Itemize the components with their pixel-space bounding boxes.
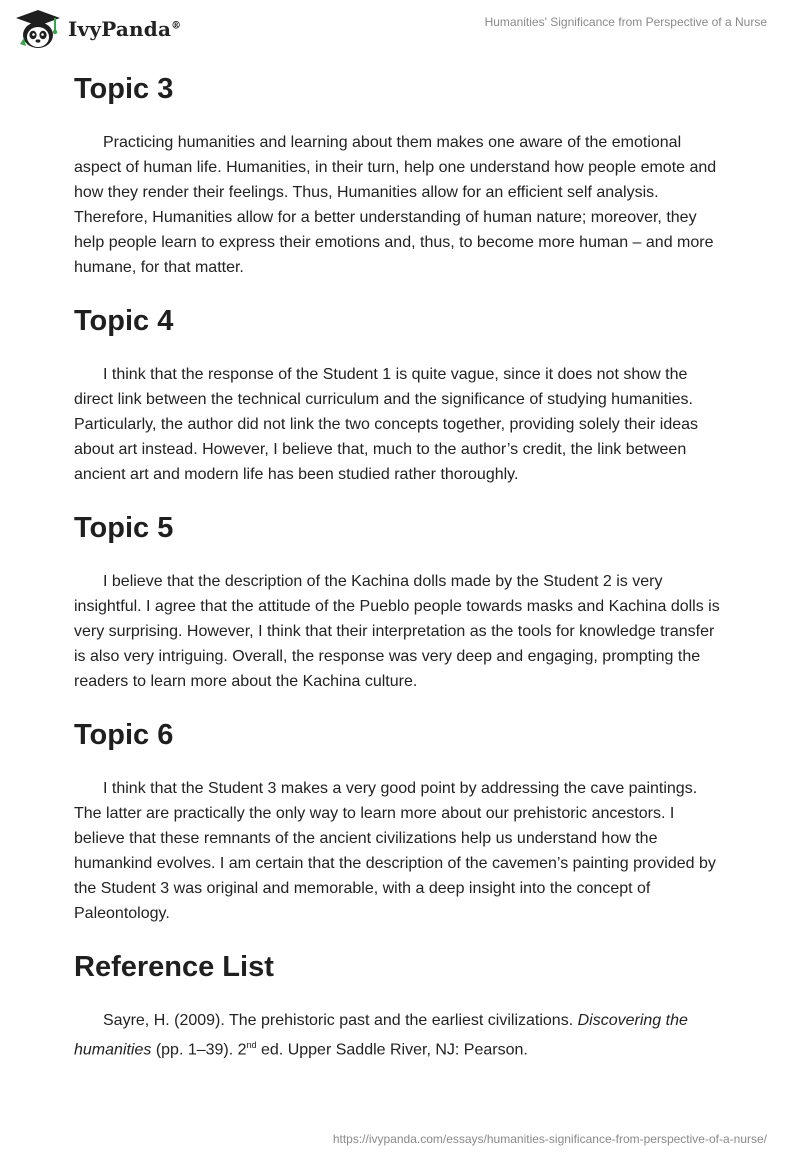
section-topic-3 bbox=[74, 68, 726, 280]
section-topic-4 bbox=[74, 300, 726, 487]
reference-list bbox=[74, 946, 726, 1062]
page-header bbox=[0, 0, 800, 60]
section-heading: Topic 6 bbox=[74, 719, 174, 751]
section-heading: Topic 5 bbox=[74, 512, 174, 544]
reference-entry: Sayre, H. (2009). The prehistoric past and the earliest civilizations. Discovering the humanities (pp. 1–39). 2nd ed. Upper Saddle River, NJ: Pearson. bbox=[74, 1012, 688, 1059]
document-title: Humanities' Significance from Perspective of a Nurse bbox=[484, 15, 767, 29]
section-topic-5 bbox=[74, 507, 726, 694]
brand-name: IvyPanda® bbox=[68, 17, 182, 41]
section-topic-6 bbox=[74, 714, 726, 926]
section-heading: Topic 3 bbox=[74, 73, 174, 105]
section-paragraph: I believe that the description of the Kachina dolls made by the Student 2 is very insightful. I agree that the attitude of the Pueblo people towards masks and Kachina dolls is very surprising. However, I think that their interpretation as the tools for knowledge transfer is also very intriguing. Overall, the response was very deep and engaging, prompting the readers to learn more about the Kachina culture. bbox=[74, 573, 720, 690]
section-paragraph: I think that the Student 3 makes a very good point by addressing the cave paintings. The latter are practically the only way to learn more about our prehistoric ancestors. I believe that these remnants of the ancient civilizations help us understand how the humankind evolves. I am certain that the description of the cavemen’s painting provided by the Student 3 was original and memorable, with a deep insight into the concept of Paleontology. bbox=[74, 780, 716, 922]
reference-heading: Reference List bbox=[74, 951, 274, 983]
section-heading: Topic 4 bbox=[74, 305, 174, 337]
section-paragraph: Practicing humanities and learning about them makes one aware of the emotional aspect of human life. Humanities, in their turn, help one understand how people emote and how they render their feelings. Thus, Humanities allow for an efficient self analysis. Therefore, Humanities allow for a better understanding of human nature; moreover, they help people learn to express their emotions and, thus, to become more human – and more humane, for that matter. bbox=[74, 134, 717, 276]
panda-graduate-icon bbox=[14, 8, 62, 50]
document-body bbox=[74, 68, 726, 1062]
section-paragraph: I think that the response of the Student 1 is quite vague, since it does not show the direct link between the technical curriculum and the significance of studying humanities. Particularly, the author did not link the two concepts together, providing solely their ideas about art instead. However, I believe that, much to the author’s credit, the link between ancient art and modern life has been studied rather thoroughly. bbox=[74, 366, 699, 483]
brand-logo[interactable] bbox=[14, 8, 181, 50]
source-url[interactable]: https://ivypanda.com/essays/humanities-significance-from-perspective-of-a-nurse/ bbox=[332, 1132, 767, 1146]
